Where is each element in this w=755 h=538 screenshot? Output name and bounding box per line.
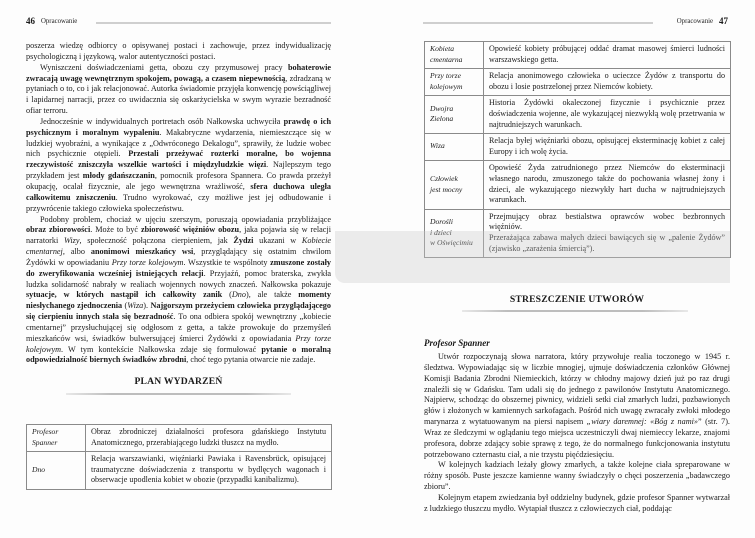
section-rule	[66, 393, 291, 395]
text-run: W kolejnych kadziach leżały głowy zmarłych, a także kolejne ciała spreparowane w różny sposób. Puste jeszcze kamienne wanny świadczyły o chęci poszerzenia „badawczego zbioru”.	[424, 460, 730, 492]
paragraph	[26, 41, 331, 63]
text-run: , albo	[62, 247, 91, 257]
story-description-cell: Relacja byłej więźniarki obozu, opisującej eksterminację kobiet z całej Europy i ich wolę życia.	[484, 134, 731, 161]
story-name-cell	[27, 452, 86, 490]
story-name-cell	[425, 96, 484, 134]
paragraph	[424, 352, 730, 460]
text-run: , choć tego pytania otwarcie nie zadaje.	[186, 355, 316, 365]
story-description-cell: Relacja anonimowego człowieka o ucieczce Żydów z transportu do obozu i losie postrzelonej przez Niemców kobiety.	[484, 69, 731, 96]
table-row	[425, 96, 731, 134]
story-name-line: Wiza	[430, 141, 445, 151]
text-run: , jaka pojawia się w relacji narratorki	[26, 225, 331, 246]
table-row	[27, 452, 332, 490]
title-reference: Dno	[231, 290, 246, 300]
text-run: (	[122, 301, 128, 311]
page-number: 46	[26, 16, 35, 26]
section-title: PLAN WYDARZEŃ	[134, 376, 223, 387]
title-reference: Przy torze kolejowym	[111, 257, 184, 267]
story-name-line: Człowiek	[430, 173, 458, 183]
story-name-line: Dwojra	[430, 103, 454, 113]
story-description-cell: Relacja warszawianki, więźniarki Pawiaka i Ravensbrück, opisującej traumatyczne doświadczenia z transportu w bydlęcych wagonach i obserwacje upodlenia kobiet w obozie (przypadki kanibalizmu).	[86, 452, 332, 490]
story-name-line: Dorośli	[430, 217, 453, 227]
text-run: , społeczność połączona cierpieniem, jak	[79, 236, 234, 246]
running-title: Opracowanie	[41, 17, 78, 25]
emphasis-text: sytuacje, w których nastąpił ich całkowity zanik	[26, 290, 223, 300]
emphasis-text: zbiorowość więźniów obozu	[140, 225, 240, 235]
story-name-line: jest mocny	[430, 184, 463, 194]
description-line: Przerażająca zabawa małych dzieci bawiących się w „palenie Żydów” (zjawisko „zarażenia śmiercią”).	[489, 232, 725, 253]
header-rule	[423, 22, 653, 24]
plan-table	[26, 424, 332, 490]
section-title: STRESZCZENIE UTWORÓW	[509, 294, 645, 305]
text-run: ), ale także	[245, 290, 299, 300]
text-run: , pomocnik profesora Spannera. Co prawda przeżył okupację, ocalał fizycznie, ale jego wewnętrzna wrażliwość,	[26, 171, 331, 191]
text-run: Wyniszczeni doświadczeniami getta, obozu czy przymusowej pracy	[40, 62, 288, 72]
text-run: Kolejnym etapem zwiedzania był oddzielny budynek, gdzie profesor Spanner wytwarzał z ludzkiego tłuszczu mydło. Wytapiał tłuszcz z człowieczych ciał, poddając	[424, 492, 730, 513]
story-name-line: i dzieci	[430, 227, 452, 237]
story-name-line: kolejowym	[430, 81, 463, 91]
story-name-line: Spanner	[32, 437, 58, 447]
emphasis-text: sfera duchowa uległa całkowitemu zniszczeniu	[26, 181, 331, 202]
text-run: , przyglądający się ostatnim chwilom Żydówki w opowiadaniu	[26, 247, 331, 267]
story-name-line: cmentarna	[430, 54, 463, 64]
paragraph	[26, 63, 331, 117]
story-description-cell: Opowieść kobiety próbującej oddać dramat masowej śmierci ludności warszawskiego getta.	[484, 42, 731, 69]
story-name-cell	[425, 134, 484, 161]
emphasis-text: Najgorszym przeżyciem człowieka przyglądającego się cierpieniu innych stała się bezradność	[26, 301, 331, 322]
header-rule	[96, 22, 331, 24]
story-description-cell: Opowieść Żyda zatrudnionego przez Niemców do eksterminacji własnego narodu, zmuszonego także do pochowania własnej żony i dzieci, ale wykazującego niezwykły hart ducha w najtrudniejszych warunkach.	[484, 161, 731, 209]
page-number: 47	[719, 16, 728, 26]
title-reference: Kobiecie cmentarnej	[26, 236, 332, 257]
emphasis-text: zmuszone zostały do zweryfikowania wcześniej istniejących relacji	[26, 257, 331, 278]
text-run: , zdradzaną w pytaniach o to, co i jak relacjonować. Autorka świadomie przyjęła konwencję powściągliwej i lapidarnej narracji, przez co uwidacznia się oskarżycielska w swym wyrazie bezradność ofiar terroru.	[26, 73, 332, 116]
story-name-line: w Oświęcimiu	[430, 238, 473, 248]
text-run: ).	[143, 301, 151, 311]
text-run: poszerza wiedzę odbiorcy o opisywanej postaci i zachowuje, przez indywidualizację psychologiczną i językową, walor autentyczności postaci.	[26, 41, 331, 61]
text-run: . Przyjaźń, pomoc braterska, zwykła ludzka solidarność nabrały w realiach wojennych nowych znaczeń. Nałkowska pokazuje	[26, 268, 331, 289]
table-row	[425, 161, 731, 209]
running-head	[26, 16, 77, 26]
text-run: . Wszystkie te wspólnoty	[183, 257, 271, 267]
emphasis-text: pytanie o moralną odpowiedzialność biernych świadków zbrodni	[26, 344, 331, 365]
watermark-banner	[335, 231, 730, 283]
description-line: Przejmujący obraz bestialstwa oprawców wobec bezbronnych więźniów.	[489, 211, 725, 232]
title-reference: „wiary daremnej: «Bóg z nami»	[586, 417, 699, 427]
paragraph	[424, 460, 730, 493]
text-run: (	[222, 290, 232, 300]
story-name-line: Profesor	[32, 427, 59, 436]
text-run: . Najlepszym tego przykładem jest	[26, 160, 331, 181]
story-name-line: Przy torze	[430, 71, 462, 81]
story-title: Profesor Spanner	[424, 338, 490, 348]
table-row	[425, 42, 731, 69]
emphasis-text: Żydzi	[233, 236, 254, 246]
story-name-line: Zielona	[430, 114, 454, 124]
text-run: Podobny problem, chociaż w ujęciu szerszym, poruszają opowiadania przybliżające	[40, 214, 331, 224]
table-row	[425, 134, 731, 161]
emphasis-text: młody gdańszczanin	[82, 171, 155, 181]
story-name-cell	[425, 69, 484, 96]
emphasis-text: momenty niesłychanego zjednoczenia	[26, 290, 331, 311]
text-run: . W tym kontekście Nałkowska zdaje się formułować	[61, 344, 262, 354]
story-name-cell	[425, 42, 484, 69]
text-run: . Trudno wyrokować, czy możliwe jest jej odbudowanie i przywrócenie takiego człowieka społeczeństwu.	[26, 192, 332, 213]
title-reference: Przy torze kolejowym	[26, 333, 331, 354]
running-head	[677, 16, 728, 26]
plan-table	[424, 41, 731, 258]
emphasis-text: prawdę o ich psychicznym i moralnym wypaleniu	[26, 116, 332, 137]
emphasis-text: Przestali przeżywać rozterki moralne, bo wojenna rzeczywistość zniszczyła wszelkie wartości i międzyludzkie więzi	[26, 149, 331, 170]
text-run: . To ona odbiera spokój wewnętrzny „kobiecie cmentarnej” przysłuchującej się odgłosom z getta, a także prowokuje do przemyśleń mieszkańców wsi, świadków bulwersującej śmierci Żydówki z opowiadania	[26, 312, 331, 343]
title-reference: Wiza	[127, 301, 144, 311]
emphasis-text: obraz zbiorowości	[26, 225, 91, 235]
text-run: ukazani w	[253, 236, 302, 246]
story-name-cell	[27, 425, 86, 452]
text-run: . Może to być	[90, 225, 141, 235]
text-run: Utwór rozpoczynają słowa narratora, który przywołuje realia toczonego w 1945 r. śledztwa. Wypowiadając się w liczbie mnogiej, ujmuje doświadczenia członków Głównej Komisji Badania Zbrodni Niemieckich, którzy w chłodny majowy dzień już po raz drugi znaleźli się w Gdańsku. Tam udali się do jednego z pawilonów Instytutu Anatomicznego. Najpierw, schodząc do obszernej piwnicy, widzieli setki ciał zmarłych ludzi, pozbawionych głów i złożonych w kamiennych sarkofagach. Pośród nich uwagę zwracały zwłoki młodego marynarza z wytatuowanym na piersi napisem	[424, 352, 730, 427]
story-name-cell	[425, 161, 484, 209]
table-row	[425, 69, 731, 96]
emphasis-text: anonimowi mieszkańcy wsi	[90, 247, 194, 257]
story-name-line: Dno	[32, 464, 46, 474]
emphasis-text: bohaterowie zwracają uwagę wewnętrznym spokojem, powagą, a czasem niepewnością	[26, 62, 331, 83]
paragraph	[26, 215, 331, 367]
section-rule	[462, 310, 688, 312]
body-text	[26, 41, 331, 366]
body-text	[424, 352, 730, 515]
text-run: Jednocześnie w indywidualnych portretach osób Nałkowska uchwyciła	[40, 116, 284, 126]
paragraph	[424, 493, 730, 515]
story-description-cell: Historia Żydówki okaleczonej fizycznie i psychicznie przez doświadczenia wojenne, ale wykazującej niezwykłą wolę przetrwania w najtrudniejszych warunkach.	[484, 96, 731, 134]
title-reference: Wizy	[63, 236, 80, 246]
paragraph	[26, 117, 331, 215]
story-name-line: Kobieta	[430, 44, 455, 53]
running-title: Opracowanie	[676, 17, 713, 25]
text-run: ” (str. 7). Wraz ze śledczymi w oglądaniu tego miejsca uczestniczyli dwaj niemieccy lekarze, znajomi profesora, dobrze zdający sobie sprawę z tego, że do normalnego funkcjonowania instytutu potrzebowano czternastu ciał, a nie trzystu pięćdziesięciu.	[424, 417, 730, 459]
table-row	[27, 425, 332, 452]
story-description-cell: Obraz zbrodniczej działalności profesora gdańskiego Instytutu Anatomicznego, przerabiającego ludzki tłuszcz na mydło.	[86, 425, 332, 452]
text-run: . Makabryczne wydarzenia, niemieszczące się w ludzkiej wyobraźni, a wynikające z „Odwróconego Dekalogu”, sprawiły, że ludzie wobec nich psychicznie otępieli.	[26, 127, 331, 159]
